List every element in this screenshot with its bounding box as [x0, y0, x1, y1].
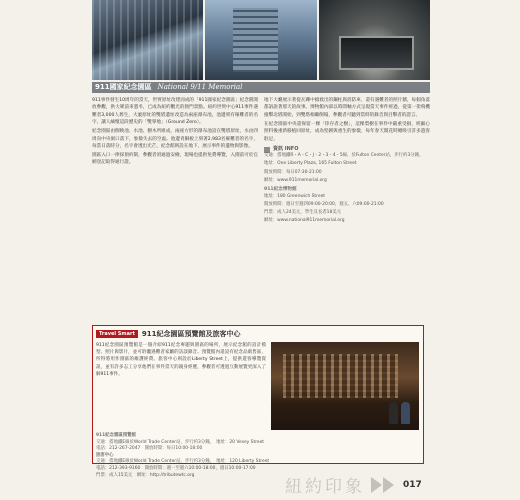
- body-columns: [92, 97, 430, 226]
- box-title: 911紀念園區預覽館及旅客中心: [141, 330, 241, 338]
- visitor-figure: [389, 402, 398, 424]
- box-body: [96, 342, 420, 430]
- page-number: 017: [403, 479, 422, 490]
- left-column: [92, 97, 258, 226]
- photo-reflecting-pool: [319, 0, 430, 80]
- travel-smart-box: [92, 325, 424, 478]
- info-line: 開放時間：週日至週四09:00-20:00，週五、六09:00-21:00: [264, 201, 384, 207]
- photo-memorial-tower: [92, 0, 203, 80]
- info-line: 門票：成人15美元 網址：http://tributewtc.org: [96, 472, 195, 478]
- box-paragraph: 911紀念園區預覽館是一個介紹911紀念專題與園區的場所，展示紀念館的設計模型、照片與影片，並可聆聽遇難者家屬的訪談錄音。預覽館內還設有紀念品販售區，所得將用作園區的維護經費。旅客中心則設於Liberty Street上，提供遊客導覽資訊，並有許多志工分享他們在事件當天的親身經歷，參觀者可透過互動展覽更深入了解911事件。: [96, 343, 266, 377]
- info-line: 電話：212-393-9160 開放時間：週一至週六10:00-18:00，週日10:00-17:00: [96, 465, 256, 471]
- info-line: 交通：搭地鐵E線於World Trade Center站，步行約3分鐘。 地址：120 Liberty Street: [96, 459, 270, 465]
- section-subtitle: National 9/11 Memorial: [157, 83, 243, 91]
- info-line: 地址：One Liberty Plaza, 165 Fulton Street: [264, 161, 357, 167]
- travel-smart-tag: Travel Smart: [96, 330, 138, 338]
- paragraph: 911事件發生10周年的當天，世貿原址改建而成的「911國家紀念園區」紀念園開放參觀，供大眾前來憑弔，已成為紐約觀光的熱門景點。紐約世貿中心911事件遇難者3,000人葬生，大廈原址的雙塔遺址改造為兩座瀑布池，池邊刻有罹難者的名字，讓人緬懷這段歷史的「雙零地」（Ground Zero）。: [92, 98, 258, 126]
- arrow-right-icon: [371, 477, 382, 493]
- info-subtitle: 911紀念博物館: [264, 187, 297, 193]
- box-header: [96, 329, 420, 339]
- info-title: 資訊 INFO: [273, 145, 299, 152]
- info-subtitle: 911紀念園區預覽館: [96, 433, 136, 438]
- info-subtitle: 旅客中心: [96, 452, 114, 458]
- paragraph: 紀念園區由倒映池、水池、樹木所組成，兩座方形的瀑布池設在雙塔原址，水由四周向中央洞口落下，象徵失去的空虛。池邊青銅板上刻著2,983名罹難者的名字，每當日落時分，名字會透出光芒，紀念館則設在地下，展示事件的遺物與影像。: [92, 129, 258, 149]
- article: [92, 82, 430, 226]
- info-line: 開放時間：每日07:30-21:00: [264, 169, 322, 175]
- section-header: [92, 82, 430, 93]
- info-line: 交通：搭地鐵E線於World Trade Center站，步行約3分鐘。 地址：20 Vesey Street: [96, 439, 265, 445]
- page-footer: [285, 472, 422, 497]
- section-title: 911國家紀念園區: [95, 83, 152, 91]
- photo-strip: [92, 0, 430, 80]
- info-line: 網址：www.national911memorial.org: [264, 217, 345, 223]
- paragraph: 在紀念園區中央還保留一棵「倖存者之樹」，這棵梨樹在事件中嚴重受損，經細心照料後重新移植回原址，成為堅韌與重生的象徵，每年春天開花時總吸引許多遊客駐足。: [264, 121, 430, 142]
- info-line: 地址：180 Greenwich Street: [264, 193, 325, 199]
- info-marker-icon: [264, 147, 270, 153]
- photo-preview-site-interior: [271, 342, 419, 430]
- info-line: 門票：成人24美元，學生及長者18美元: [264, 209, 342, 215]
- photo-glass-building: [205, 0, 316, 80]
- paragraph: 園區入口一律採預約制，參觀者須通過安檢，現場也提供免費導覽，入園前可於官網登記取得通行證。: [92, 152, 258, 166]
- paragraph: 地下大廳展示著從瓦礫中搶救出的鋼柱與消防車，還有遇難者的照片牆，每個角落都訴說著那天的故事。博物館內部以時間軸方式呈現當天事件經過，從第一架飛機撞擊北塔開始，到雙塔相繼倒塌，參觀者可聽到當時的錄音與目擊者的證言。: [264, 98, 430, 118]
- arrow-right-icon: [383, 477, 394, 493]
- info-line: 電話：212-267-2047 開放時間：每日10:00-18:00: [96, 446, 203, 452]
- right-column: [264, 97, 430, 226]
- visitor-figure: [401, 402, 410, 424]
- info-line: 網址：www.911memorial.org: [264, 177, 327, 183]
- arrows-decoration: [371, 477, 394, 493]
- info-line: 交通：搭地鐵R・A・C・J・2・3・4・5線，於Fulton Center站，步行約3分鐘。: [264, 153, 424, 159]
- footer-section-title: 紐約印象: [285, 477, 365, 497]
